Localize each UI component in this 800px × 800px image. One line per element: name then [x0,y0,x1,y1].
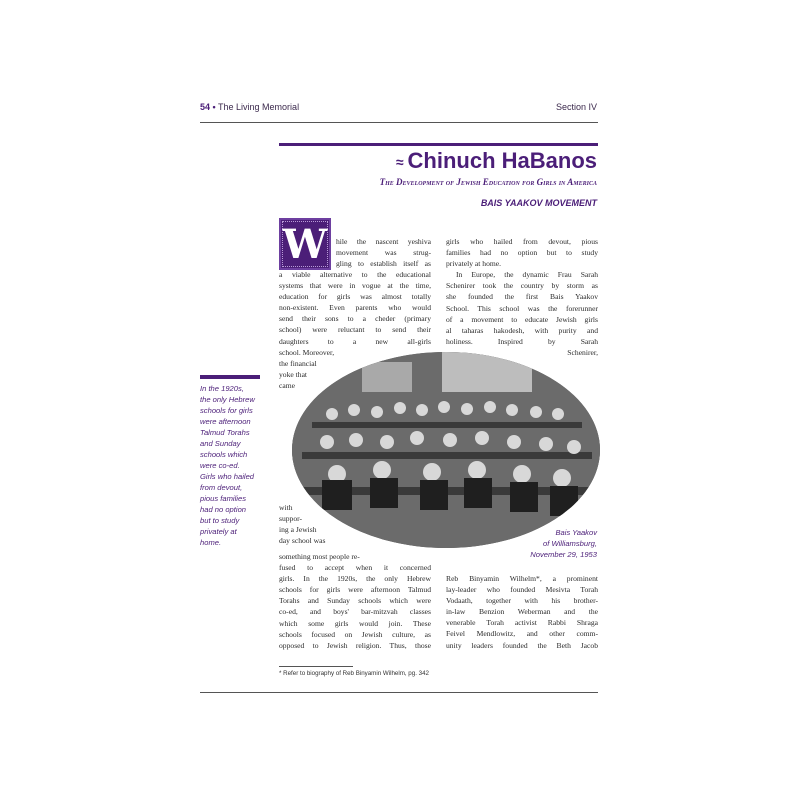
text-line: ing a Jewish [279,525,317,535]
text-line: schools focused on Jewish culture, as [279,629,431,639]
sidebar-line: schools for girls [200,406,253,415]
sidebar-line: from devout, [200,483,243,492]
classroom-photo [292,352,600,548]
sidebar-pull-quote [200,383,270,548]
text-line: of a movement to educate Jewish girls [446,314,598,324]
text-line: movement was strug- [336,248,431,258]
caption-line: of Williamsburg, [543,539,597,548]
text-line: something most people re- [279,552,360,561]
right-column-top [446,236,598,358]
sidebar-line: but to study [200,516,240,525]
text-line: co-ed, and boys' bar-mitzvah classes [279,607,431,617]
section-heading: BAIS YAAKOV MOVEMENT [480,198,597,208]
left-column-top [336,236,431,269]
text-line: Vodaath, together with his brother- [446,596,598,606]
text-line: the financial [279,358,317,368]
text-line: day school was [279,536,326,546]
text-line: in-law Benzion Weberman and the [446,607,598,617]
sidebar-line: privately at [200,527,237,536]
sidebar-line: Girls who hailed [200,472,255,481]
text-line: school. Moreover, [279,347,335,357]
text-line: came [279,380,296,390]
left-column-bottom [279,551,431,651]
sidebar-line: Talmud Torahs [200,428,250,437]
text-line: Feivel Mendlowitz, and other comm- [446,629,598,639]
text-line: lay-leader who founded Mesivta Torah [446,585,598,595]
classroom-photo-illustration [292,352,600,548]
text-line: systems that were in vogue at the time, [279,281,431,291]
page-number: 54 [200,102,211,112]
sidebar-bar [200,375,260,379]
text-line: Reb Binyamin Wilhelm*, a prominent [446,574,598,583]
text-line: venerable Torah activist Rabbi Shraga [446,618,598,628]
text-line: non-existent. Even parents who would [279,303,431,313]
text-line: schools for girls were afternoon Talmud [279,585,431,595]
sidebar-line: pious families [200,494,247,503]
sidebar-line: In the 1920s, [200,384,244,393]
sidebar-line: had no option [200,505,247,514]
text-line: School. This school was the forerunner [446,303,598,313]
caption-line: Bais Yaakov [555,528,597,537]
right-column-bottom [446,573,598,651]
text-line: families had no option but to study [446,248,598,258]
text-line: education for girls was almost totally [279,292,431,302]
text-line: which some girls would join. These [279,618,431,628]
sidebar-line: the only Hebrew [200,395,255,404]
text-line: Schenirer took the country by storm as [446,281,598,291]
chapter-title-text: Chinuch HaBanos [407,148,597,173]
text-line: Schenirer, [567,347,598,357]
header-rule [200,122,598,123]
text-line: unity leaders founded the Beth Jacob [446,640,598,650]
text-line: al taharas hakodesh, with purity and [446,325,598,335]
header-bullet: • [212,102,216,112]
sidebar-line: were afternoon [200,417,251,426]
running-header-left [200,102,299,112]
text-line: fused to accept when it concerned [279,563,431,573]
footnote: * Refer to biography of Reb Binyamin Wilhelm, pg. 342 [279,670,429,677]
text-line: hile the nascent yeshiva [336,237,431,246]
running-header-section: Section IV [555,102,597,112]
sidebar-line: schools which [200,450,248,459]
sidebar-line: home. [200,538,222,547]
text-line: girls who hailed from devout, pious [446,237,598,246]
chapter-subtitle: The Development of Jewish Education for Girls in America [379,177,597,187]
caption-line: November 29, 1953 [530,550,597,559]
text-line: she founded the first Bais Yaakov [446,292,598,302]
bottom-rule [200,692,598,693]
book-title: The Living Memorial [218,102,300,112]
text-line: gling to establish itself as [336,259,431,269]
text-line: Torahs and Sunday schools which were [279,596,431,606]
text-line: privately at home. [446,259,502,269]
text-line: In Europe, the dynamic Frau Sarah [456,270,598,280]
sidebar-line: were co-ed. [200,461,240,470]
chapter-title [396,148,597,174]
title-ornament-icon: ≈ [395,154,404,171]
text-line: yoke that [279,369,308,379]
text-line: send their sons to a cheder (primary [279,314,431,324]
footnote-rule [279,666,353,667]
drop-cap: W [279,218,331,270]
text-line: with [279,503,293,512]
sidebar-line: and Sunday [200,439,241,448]
title-bar [279,143,598,146]
text-line: opposed to Jewish religion. Thus, those [279,640,431,650]
text-line: girls. In the 1920s, the only Hebrew [279,574,431,584]
text-line: daughters to a new all-girls [279,336,431,346]
text-line: holiness. Inspired by Sarah [446,336,598,346]
text-line: a viable alternative to the educational [279,270,431,279]
text-line: school) were reluctant to send their [279,325,431,335]
photo-caption [530,527,597,560]
text-line: suppor- [279,514,303,524]
